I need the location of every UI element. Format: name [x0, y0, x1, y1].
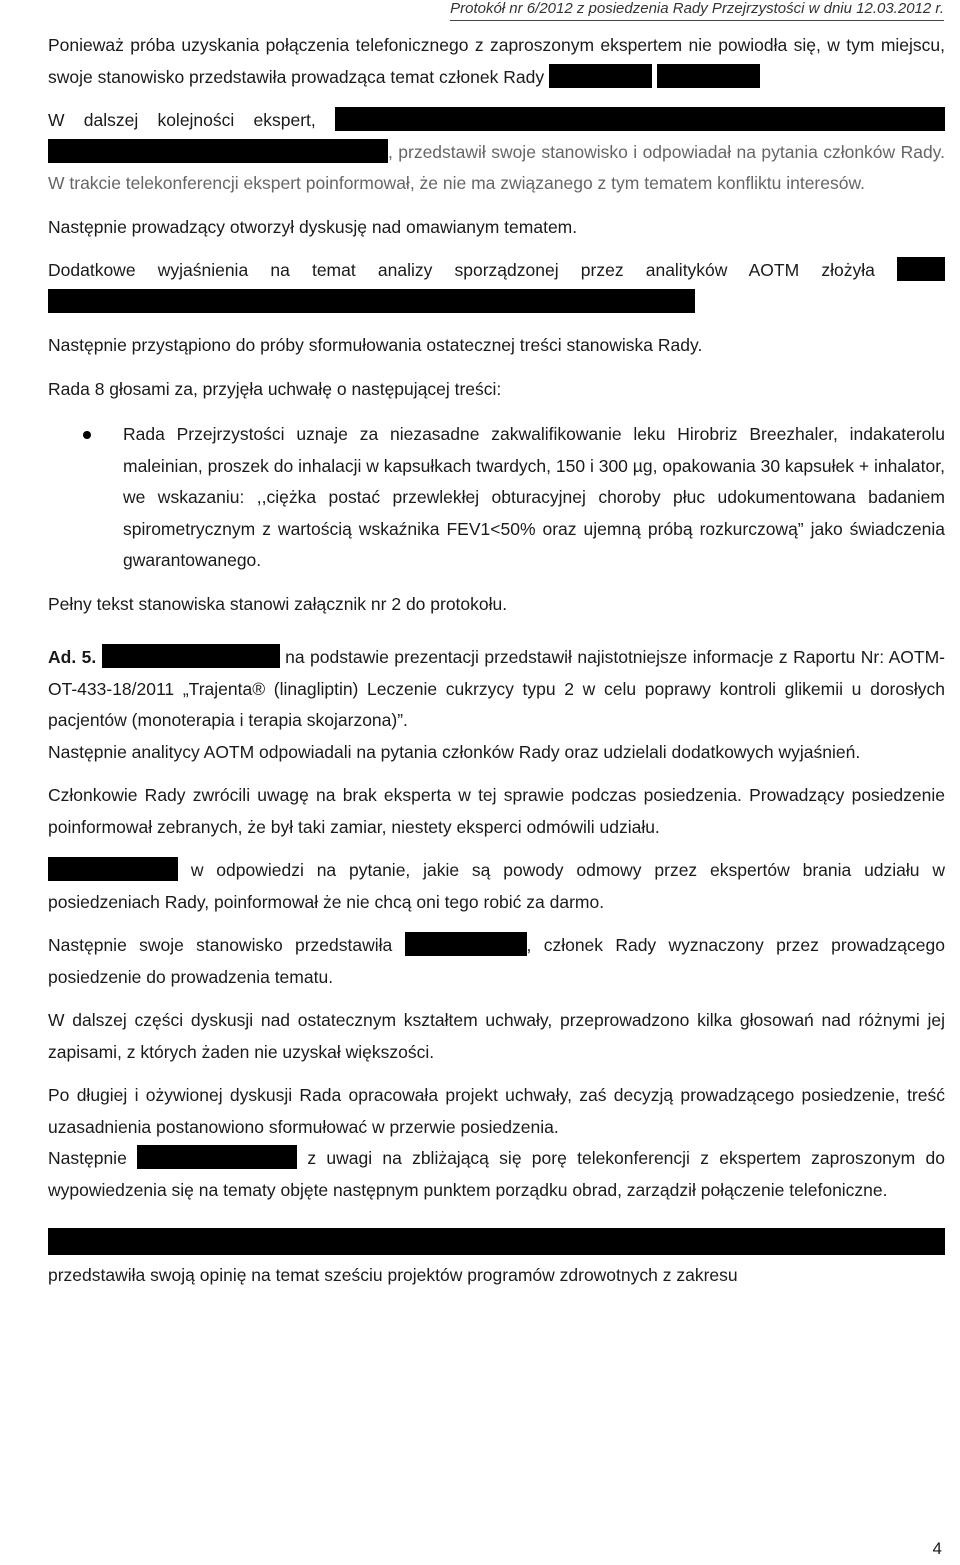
redaction-box: [102, 644, 280, 668]
agenda-item-text: na podstawie prezentacji przedstawił najistotniejsze informacje z Raportu Nr: AOTM-OT-433-18/2011 „Trajenta® (linagliptin) Leczenie cukrzycy typu 2 w celu poprawy kontroli glikemii u dorosłych pacjentów (monoterapia i terapia skojarzona)”.: [48, 647, 945, 730]
redaction-box: [48, 289, 695, 313]
redaction-box: [405, 932, 527, 956]
redaction-box: [48, 857, 178, 881]
resolution-text: Rada Przejrzystości uznaje za niezasadne zakwalifikowanie leku Hirobriz Breezhaler, indakaterolu maleinian, proszek do inhalacji w kapsułkach twardych, 150 i 300 µg, opakowania 30 kapsułek + inhalator, we wskazaniu: ,,ciężka postać przewlekłej obturacyjnej choroby płuc udokumentowana badaniem spirometrycznym z wartością wskaźnika FEV1<50% oraz ujemną próbą rozkurczową” jako świadczenia gwarantowanego.: [123, 424, 945, 570]
paragraph-10: [48, 855, 945, 918]
paragraph-3: Następnie prowadzący otworzył dyskusję nad omawianym tematem.: [48, 216, 578, 237]
paragraph-11: [48, 930, 945, 993]
paragraph-5: Następnie przystąpiono do próby sformułowania ostatecznej treści stanowiska Rady.: [48, 335, 703, 355]
redaction-box: [657, 64, 760, 88]
paragraph-7: Pełny tekst stanowiska stanowi załącznik nr 2 do protokołu.: [48, 593, 508, 614]
paragraph-14-text-b: z uwagi na zbliżającą się porę telekonferencji z ekspertem zaproszonym do wypowiedzenia się na tematy objęte następnym punktem porządku obrad, zarządził połączenie telefoniczne.: [48, 1148, 945, 1200]
agenda-item-label: Ad. 5.: [48, 647, 97, 667]
paragraph-10-text: w odpowiedzi na pytanie, jakie są powody odmowy przez ekspertów brania udziału w posiedzeniach Rady, poinformował że nie chcą oni tego robić za darmo.: [48, 860, 945, 912]
redaction-box: [137, 1145, 297, 1169]
document-body: [48, 30, 945, 1292]
paragraph-6: Rada 8 głosami za, przyjęła uchwałę o następującej treści:: [48, 378, 502, 399]
bullet-dot-icon: [83, 431, 91, 439]
redaction-box: [48, 1228, 945, 1255]
paragraph-13: Po długiej i ożywionej dyskusji Rada opracowała projekt uchwały, zaś decyzją prowadzącego posiedzenie, treść uzasadnienia postanowiono sformułować w przerwie posiedzenia.: [48, 1085, 945, 1137]
paragraph-9: Członkowie Rady zwrócili uwagę na brak eksperta w tej sprawie podczas posiedzenia. Prowadzący posiedzenie poinformował zebranych, że był taki zamiar, niestety eksperci odmówili udziału.: [48, 785, 945, 837]
agenda-item-5: [48, 642, 945, 737]
paragraph-2: [48, 105, 945, 200]
paragraph-12: W dalszej części dyskusji nad ostatecznym kształtem uchwały, przeprowadzono kilka głosowań nad różnymi jej zapisami, z których żaden nie uzyskał większości.: [48, 1010, 945, 1062]
paragraph-2-text-b: , przedstawił swoje stanowisko i odpowiadał na pytania członków Rady. W trakcie telekonferencji ekspert poinformował, że nie ma związanego z tym tematem konfliktu interesów.: [48, 141, 945, 193]
paragraph-15: przedstawiła swoją opinię na temat sześciu projektów programów zdrowotnych z zakresu: [48, 1265, 738, 1285]
redaction-box: [335, 107, 945, 131]
paragraph-11-text-b: , członek Rady wyznaczony przez prowadzącego posiedzenie do prowadzenia tematu.: [48, 935, 945, 987]
paragraph-2-text-a: W dalszej kolejności ekspert,: [48, 110, 316, 130]
paragraph-4-text: Dodatkowe wyjaśnienia na temat analizy sporządzonej przez analityków AOTM złożyła: [48, 260, 875, 280]
page-number: 4: [932, 1539, 942, 1558]
paragraph-14: [48, 1143, 945, 1206]
redaction-box: [48, 139, 388, 163]
document-header: Protokół nr 6/2012 z posiedzenia Rady Przejrzystości w dniu 12.03.2012 r.: [450, 0, 944, 21]
paragraph-4: [48, 255, 945, 318]
resolution-bullet: [48, 419, 945, 577]
paragraph-11-text-a: Następnie swoje stanowisko przedstawiła: [48, 935, 393, 955]
paragraph-14-text-a: Następnie: [48, 1148, 127, 1168]
paragraph-1: [48, 30, 945, 93]
paragraph-8: Następnie analitycy AOTM odpowiadali na pytania członków Rady oraz udzielali dodatkowych wyjaśnień.: [48, 741, 861, 762]
paragraph-1-text: Ponieważ próba uzyskania połączenia telefonicznego z zaproszonym ekspertem nie powiodła się, w tym miejscu, swoje stanowisko przedstawiła prowadząca temat członek Rady: [48, 35, 945, 87]
redaction-box: [549, 64, 652, 88]
redaction-box: [897, 257, 945, 281]
